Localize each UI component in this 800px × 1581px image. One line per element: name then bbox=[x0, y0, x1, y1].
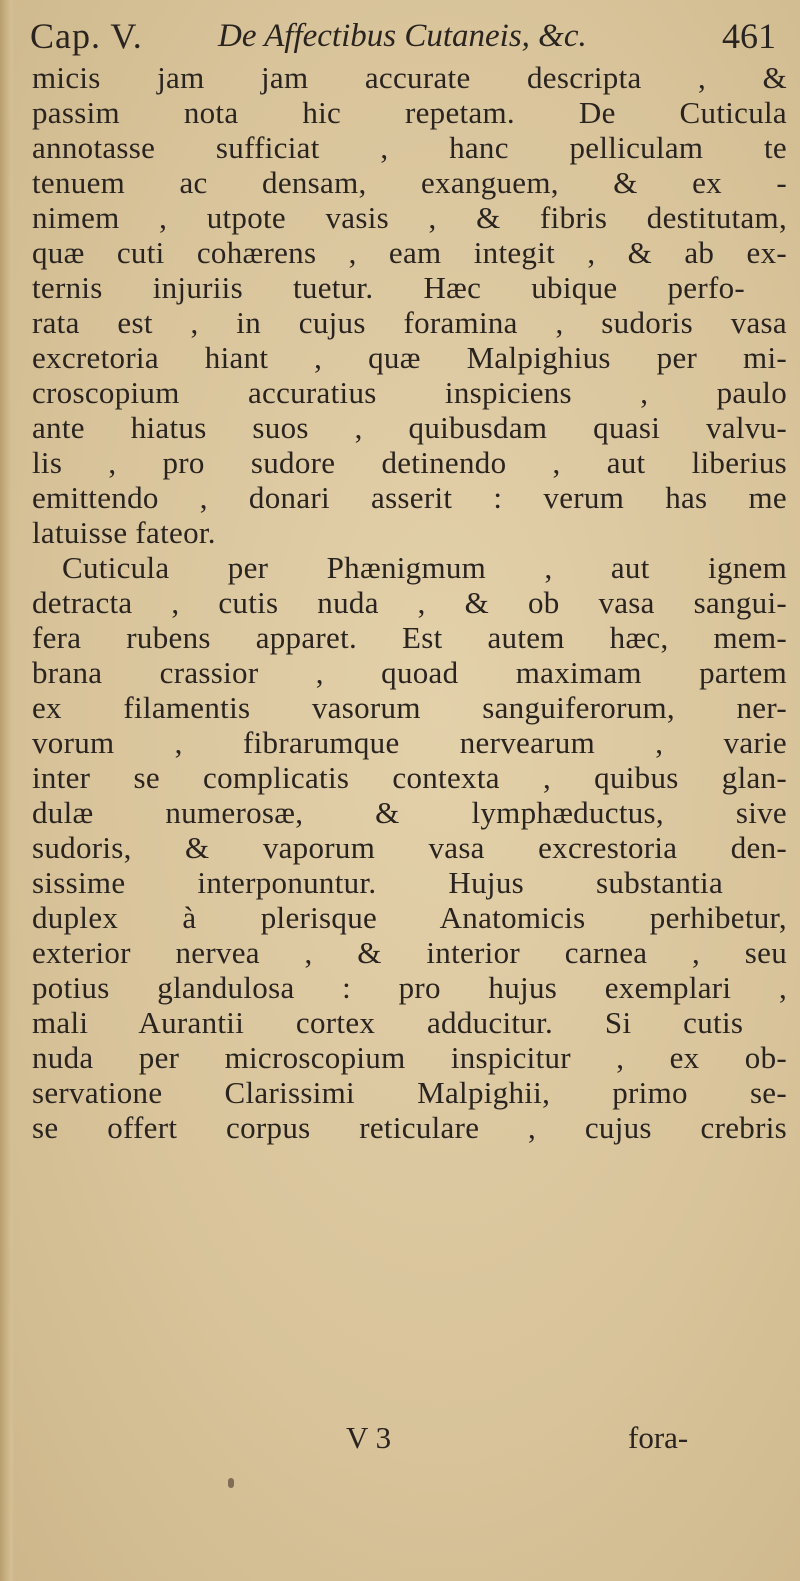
text-line: duplex à plerisque Anatomicis perhibetur, bbox=[32, 900, 787, 935]
body-text bbox=[32, 60, 787, 1145]
chapter-label: Cap. V. bbox=[30, 16, 143, 56]
text-line: servatione Clarissimi Malpighii, primo se- bbox=[32, 1075, 787, 1110]
text-line: annotasse sufficiat , hanc pelliculam te bbox=[32, 130, 787, 165]
text-line: sudoris, & vaporum vasa excrestoria den- bbox=[32, 830, 787, 865]
text-line: detracta , cutis nuda , & ob vasa sangui- bbox=[32, 585, 787, 620]
text-line: quæ cuti cohærens , eam integit , & ab ex- bbox=[32, 235, 787, 270]
text-line: tenuem ac densam, exanguem, & ex - bbox=[32, 165, 787, 200]
text-line: potius glandulosa : pro hujus exemplari , bbox=[32, 970, 787, 1005]
text-line: mali Aurantii cortex adducitur. Si cutis bbox=[32, 1005, 744, 1040]
text-line: dulæ numerosæ, & lymphæductus, sive bbox=[32, 795, 787, 830]
text-line: latuisse fateor. bbox=[32, 515, 216, 550]
text-line: ternis injuriis tuetur. Hæc ubique perfo- bbox=[32, 270, 745, 305]
text-line: exterior nervea , & interior carnea , seu bbox=[32, 935, 787, 970]
text-line: rata est , in cujus foramina , sudoris vasa bbox=[32, 305, 787, 340]
text-line: nuda per microscopium inspicitur , ex ob- bbox=[32, 1040, 787, 1075]
page-gutter bbox=[0, 0, 14, 1581]
text-line: fera rubens apparet. Est autem hæc, mem- bbox=[32, 620, 787, 655]
text-line: excretoria hiant , quæ Malpighius per mi- bbox=[32, 340, 787, 375]
text-line: nimem , utpote vasis , & fibris destitutam, bbox=[32, 200, 787, 235]
text-line: ante hiatus suos , quibusdam quasi valvu- bbox=[32, 410, 787, 445]
text-line: lis , pro sudore detinendo , aut liberius bbox=[32, 445, 787, 480]
text-line: micis jam jam accurate descripta , & bbox=[32, 60, 787, 95]
text-line: vorum , fibrarumque nervearum , varie bbox=[32, 725, 787, 760]
text-line: emittendo , donari asserit : verum has me bbox=[32, 480, 787, 515]
text-line: ex filamentis vasorum sanguiferorum, ner- bbox=[32, 690, 787, 725]
ink-speck bbox=[228, 1478, 234, 1488]
text-line: croscopium accuratius inspiciens , paulo bbox=[32, 375, 787, 410]
text-line: brana crassior , quoad maximam partem bbox=[32, 655, 787, 690]
running-title: De Affectibus Cutaneis, &c. bbox=[218, 18, 587, 54]
paragraph-start-line: Cuticula per Phænigmum , aut ignem bbox=[62, 550, 787, 585]
text-line: passim nota hic repetam. De Cuticula bbox=[32, 95, 787, 130]
text-line: se offert corpus reticulare , cujus crebris bbox=[32, 1110, 787, 1145]
signature-mark: V 3 bbox=[346, 1420, 392, 1455]
catchword: fora- bbox=[628, 1420, 689, 1455]
running-header bbox=[30, 12, 790, 60]
text-line: inter se complicatis contexta , quibus glan- bbox=[32, 760, 787, 795]
text-line: sissime interponuntur. Hujus substantia bbox=[32, 865, 724, 900]
page-number: 461 bbox=[722, 16, 776, 56]
